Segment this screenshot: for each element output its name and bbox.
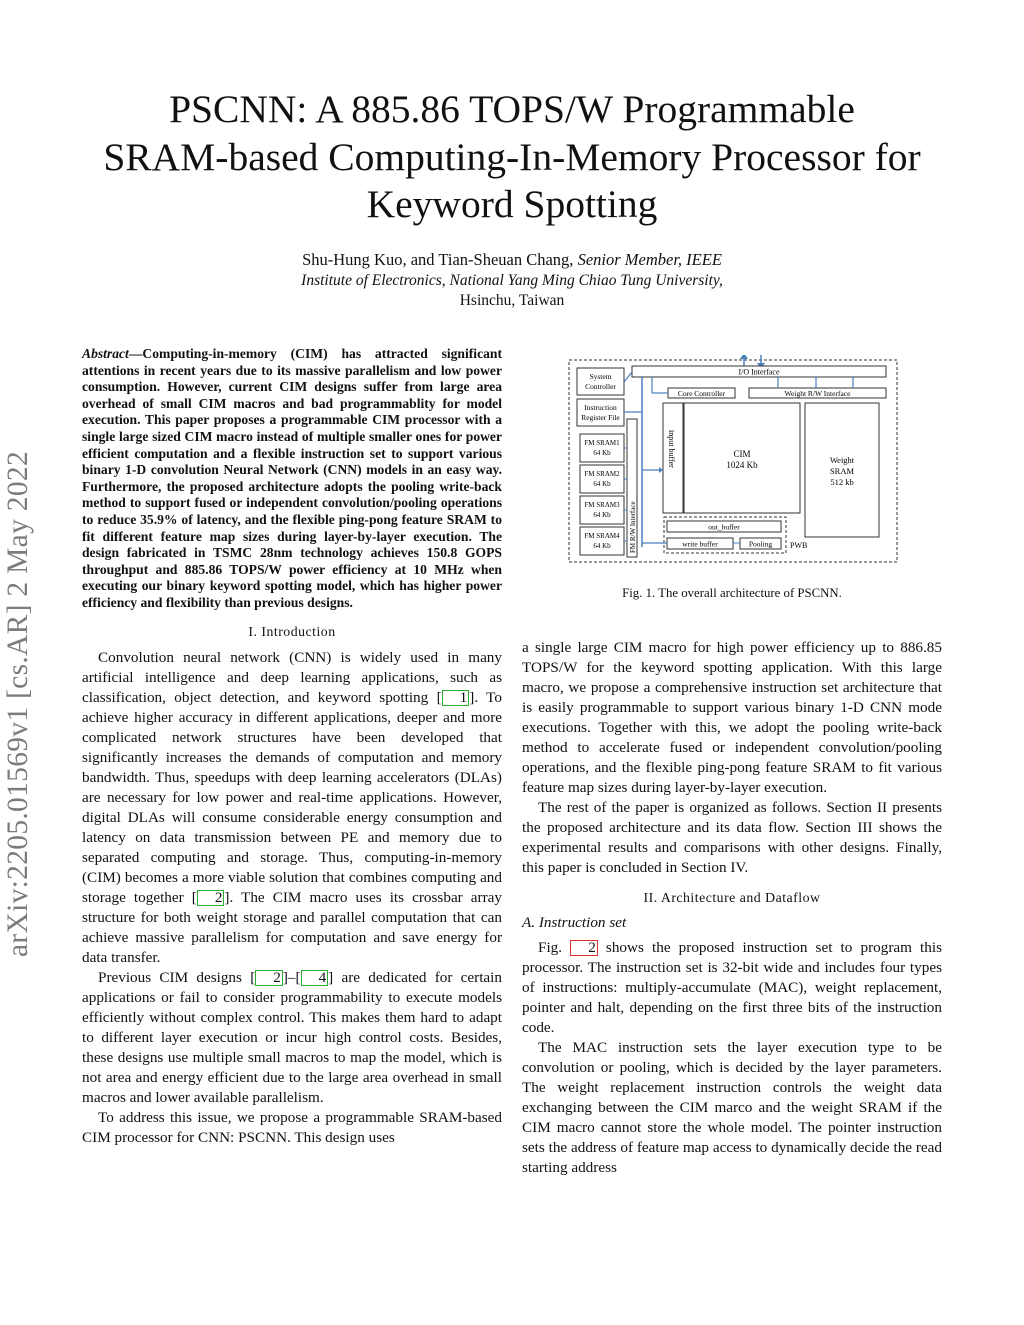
fm-sram-4-label: FM SRAM4 — [584, 532, 620, 540]
text-run: Previous CIM designs — [98, 968, 251, 986]
author-title: Senior Member, IEEE — [577, 250, 722, 269]
write-buffer-label: write buffer — [682, 539, 718, 549]
abstract-label: Abstract — [82, 346, 129, 361]
cim-size: 1024 Kb — [726, 460, 758, 470]
affiliation: Institute of Electronics, National Yang Ming Chiao Tung University, — [301, 272, 723, 289]
citation-link-1[interactable]: 1 — [442, 690, 470, 706]
weight-sram-label-2: SRAM — [829, 466, 855, 476]
io-interface-label: I/O Interface — [738, 367, 780, 377]
system-controller-label-1: System — [589, 372, 612, 381]
paper-title — [60, 86, 964, 229]
citation-link-2[interactable]: 2 — [197, 890, 225, 906]
weight-sram-size: 512 kb — [830, 477, 854, 487]
citation-link-4[interactable]: 4 — [301, 970, 329, 986]
intro-paragraph-2: Previous CIM designs [ 2 ]–[ 4 ] are dedicated for certain applications or fail to consider programmability to execute models efficiently without complex control. This makes them hard to adapt to different layer execution or incur high control costs. Besides, these designs use multiple small macros to map the model, which is not area and energy efficient due to the large area overhead in small macros and lower available parallelism. — [82, 968, 502, 1106]
fm-sram-1-size: 64 Kb — [593, 449, 611, 457]
figure-caption: Fig. 1. The overall architecture of PSCNN. — [622, 586, 842, 600]
fm-sram-2-label: FM SRAM2 — [584, 470, 620, 478]
section-heading-architecture: II. Architecture and Dataflow — [643, 890, 821, 905]
fm-sram-1-label: FM SRAM1 — [584, 439, 620, 447]
input-buffer-label: input buffer — [667, 430, 676, 468]
title-line-3: Keyword Spotting — [366, 182, 658, 226]
text-run: are dedicated for certain applications or fail to consider programmability to execute models efficiently without complex control. This makes them hard to adapt to different layer execution or incur high control costs. Besides, these designs use multiple small macros to map the model, which is not area and energy efficient due to the large area overhead in small macros and lower available parallelism. — [82, 968, 502, 1106]
right-paragraph-4: The MAC instruction sets the layer execution type to be convolution or pooling, which is decided by the layer parameters. The weight replacement instruction controls the weight data exchanging between the CIM marco and the weight SRAM if the CIM macro cannot store the whole model. The pointer instruction sets the address of feature map access to dynamically decide the read starting address — [522, 1039, 942, 1176]
architecture-figure — [568, 355, 898, 565]
cim-label: CIM — [733, 449, 751, 459]
text-run: shows the proposed instruction set to program this processor. The instruction set is 32-bit wide and includes four types of instructions: multiply-accumulate (MAC), weight replacement, pointer and halt, depending on the first three bits of the instruction code. — [522, 939, 943, 1036]
fm-sram-3-size: 64 Kb — [593, 511, 611, 519]
abstract — [82, 346, 502, 612]
bus-line — [624, 372, 632, 382]
author-names: Shu-Hung Kuo, and Tian-Sheuan Chang, — [302, 250, 574, 269]
fm-sram-4-size: 64 Kb — [593, 542, 611, 550]
instruction-rf-label-2: Register File — [581, 413, 620, 422]
right-column — [522, 638, 942, 1178]
text-run: Convolution neural network (CNN) is widely used in many artificial intelligence and deep learning applications, such as classification, object detection, and keyword spotting — [82, 648, 502, 706]
citation-link-2b[interactable]: 2 — [255, 970, 283, 986]
weight-sram-label-1: Weight — [829, 455, 855, 465]
affiliation-city: Hsinchu, Taiwan — [459, 292, 565, 309]
fm-rw-interface-label: FM R/W Interface — [629, 501, 637, 553]
subsection-heading-instruction-set: A. Instruction set — [522, 914, 627, 931]
intro-paragraph-3: To address this issue, we propose a programmable SRAM-based CIM processor for CNN: PSCNN. This design uses — [82, 1108, 502, 1146]
abstract-text: —Computing-in-memory (CIM) has attracted significant attentions in recent years due to its massive parallelism and low power consumption. However, current CIM designs suffer from large area overhead of small CIM macros and bad programmablity for model execution. This paper proposes a programmable CIM processor with a single large sized CIM macro instead of multiple smaller ones for power efficient computation and a flexible instruction set to support various binary 1-D convolution Neural Network (CNN) models in an easy way. Furthermore, the proposed architecture adopts the pooling write-back method to support fused or independent convolution/pooling operations to reduce 35.9% of latency, and the flexible ping-pong feature SRAM to fit different feature map sizes during layer-by-layer execution. The design fabricated in TSMC 28nm technology achieves 150.8 GOPS throughput and 885.86 TOPS/W power efficiency at 10 MHz when executing our binary keyword spotting model, which has higher power efficiency and flexibility than previous designs. — [82, 346, 502, 610]
architecture-diagram — [568, 355, 898, 565]
text-run: Fig. — [538, 939, 571, 956]
left-column — [82, 346, 502, 1148]
core-controller-label: Core Controller — [677, 389, 726, 398]
text-run: . The CIM macro uses its crossbar array structure for both weight storage and parallel computation that can achieve massive parallelism for computation and save energy for data transfer. — [82, 888, 502, 966]
right-paragraph-1: a single large CIM macro for high power efficiency up to 886.85 TOPS/W for the keyword spotting application. With this large macro, we propose a comprehensive instruction set architecture that is easily programmable to support various binary 1-D CNN mode executions. Together with this, we adopt the pooling write-back method to accelerate fused or independent convolution/pooling operations, and the flexible ping-pong feature SRAM to fit various feature map sizes during layer-by-layer execution. — [522, 639, 942, 796]
weight-rw-interface-label: Weight R/W Interface — [784, 389, 851, 398]
fm-sram-2-size: 64 Kb — [593, 480, 611, 488]
title-line-2: SRAM-based Computing-In-Memory Processor for — [103, 134, 921, 179]
system-controller-label-2: Controller — [585, 382, 616, 391]
pooling-label: Pooling — [748, 539, 773, 549]
title-line-1: PSCNN: A 885.86 TOPS/W Programmable — [169, 87, 855, 131]
right-paragraph-2: The rest of the paper is organized as follows. Section II presents the proposed architecture and its data flow. Section III shows the experimental results and comparisons with other designs. Finally, this paper is concluded in Section IV. — [522, 799, 942, 876]
arrow-head — [659, 467, 663, 473]
section-heading-introduction: I. Introduction — [248, 623, 336, 639]
intro-paragraph-1: Convolution neural network (CNN) is widely used in many artificial intelligence and deep learning applications, such as classification, object detection, and keyword spotting [ 1 ]. To achieve higher accuracy in different applications, deeper and more complicated network structures have been developed that significantly increases the demands of computation and memory bandwidth. Thus, speedups with deep learning accelerators (DLAs) are necessary for low power and real-time applications. However, digital DLAs will consume considerable energy consumption and latency on data transmission between PE and memory due to separated computing and storage. Thus, computing-in-memory (CIM) becomes a more viable solution that combines computing and storage together [ 2 ]. The CIM macro uses its crossbar array structure for both weight storage and parallel computation that can achieve massive parallelism for computation and save energy for data transfer. — [82, 648, 502, 966]
right-paragraph-3 — [522, 938, 942, 1038]
figure-link-2[interactable]: 2 — [570, 940, 598, 956]
author-line — [60, 250, 964, 270]
arxiv-identifier: arXiv:2205.01569v1 [cs.AR] 2 May 2022 — [2, 451, 34, 957]
out-buffer-label: out_buffer — [708, 522, 740, 532]
text-run: – — [287, 968, 296, 986]
instruction-rf-label-1: Instruction — [584, 403, 617, 412]
text-run: . To achieve higher accuracy in different applications, deeper and more complicated network structures have been developed that significantly increases the demands of computation and memory bandwidth. Thus, speedups with deep learning accelerators (DLAs) are necessary for low power and real-time applications. However, digital DLAs will consume considerable energy consumption and latency on data transmission between PE and memory due to separated computing and storage. Thus, computing-in-memory (CIM) becomes a more viable solution that combines computing and storage together — [82, 688, 502, 906]
pwb-label: PWB — [790, 541, 808, 550]
arrow-head — [740, 355, 748, 359]
fm-sram-3-label: FM SRAM3 — [584, 501, 620, 509]
